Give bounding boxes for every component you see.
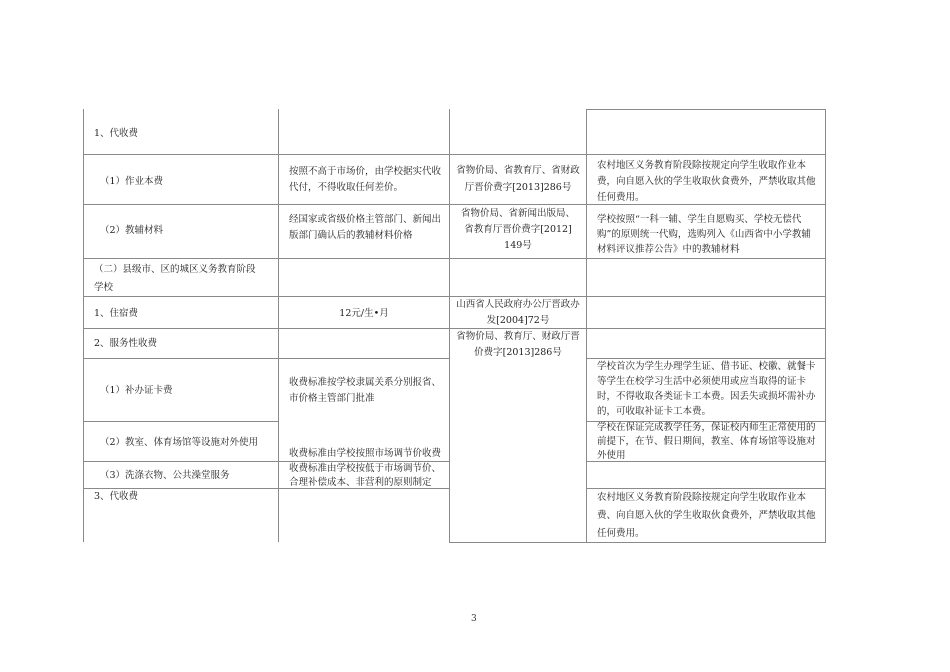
cell-bubanzheng-standard: 收费标准按学校隶属关系分别报省、 市价格主管部门批准 [289, 377, 442, 404]
cell-xidi-standard: 收费标准由学校按低于市场调节价、 合理补偿成本、非营利的原则制定 [289, 463, 442, 488]
grid-line [278, 258, 450, 259]
grid-line [83, 421, 279, 422]
page-number: 3 [471, 614, 477, 624]
cell-zhusu-label: 1、住宿费 [94, 308, 139, 319]
grid-line [83, 358, 279, 359]
grid-line [449, 542, 587, 543]
grid-line [278, 154, 450, 155]
cell-bubanzheng-label: （1）补办证卡费 [100, 385, 173, 396]
grid-line [825, 109, 826, 258]
cell-jiaoshi-standard: 收费标准由学校按照市场调节价收费 [289, 448, 442, 459]
cell-jiaofu-note: 学校按照“一科一辅、学生自愿购买、学校无偿代 购”的原则统一代购，选购列入《山西省中小学教辅 材料评议推荐公告》中的教辅材料 [597, 214, 811, 255]
grid-line [449, 258, 587, 259]
grid-line [278, 296, 450, 297]
grid-line [449, 154, 587, 155]
cell-jiaoshi-note: 学校在保证完成教学任务，保证校内师生正常使用的 前提下，在节、假日期间，教室、体育场馆等设施对 外使用 [597, 422, 816, 461]
grid-line [278, 358, 450, 359]
grid-line [278, 328, 450, 329]
grid-line [83, 154, 279, 155]
cell-bubanzheng-note: 学校首次为学生办理学生证、借书证、校徽、就餐卡 等学生在校学习生活中必须使用或应当取得的证卡 时，不得收取各类证卡工本费。因丢失或损坏需补办 的，可收取补证卡工本费。 [597, 361, 816, 417]
cell-zhusu-standard: 12元/生•月 [339, 308, 389, 319]
grid-line [83, 204, 279, 205]
cell-section2-label: （二）县级市、区的城区义务教育阶段 学校 [94, 264, 256, 293]
grid-line [83, 461, 279, 462]
cell-zuoyeben-basis: 省物价局、省教育厅、省财政 厅晋价费字[2013]286号 [456, 165, 580, 193]
cell-fuwu-basis: 省物价局、教育厅、财政厅晋 价费字[2013]286号 [456, 331, 580, 358]
cell-xidi-label: （3）洗涤衣物、公共澡堂服务 [100, 470, 230, 481]
grid-line [586, 258, 826, 259]
grid-line [586, 154, 826, 155]
cell-zuoyeben-note: 农村地区义务教育阶段除按规定向学生收取作业本 费，向自愿入伙的学生收取伙食费外，严禁收取其他 任何费用。 [597, 160, 816, 203]
cell-zuoyeben-label: （1）作业本费 [100, 176, 164, 187]
cell-zhusu-basis: 山西省人民政府办公厅晋政办 发[2004]72号 [456, 299, 580, 326]
grid-line [449, 204, 587, 205]
grid-line [586, 109, 587, 542]
grid-line [278, 109, 279, 542]
grid-line [83, 258, 279, 259]
grid-line [586, 328, 826, 329]
cell-jiaoshi-label: （2）教室、体育场馆等设施对外使用 [100, 437, 259, 448]
grid-line [278, 204, 450, 205]
cell-daishoufei-3: 3、代收费 [94, 491, 139, 502]
grid-line [83, 109, 84, 542]
cell-daishoufei-1: 1、代收费 [94, 128, 139, 139]
grid-line [83, 328, 279, 329]
cell-jiaofu-label: （2）教辅材料 [100, 225, 164, 236]
grid-line [586, 296, 826, 297]
cell-daishoufei3-note: 农村地区义务教育阶段除按规定向学生收取作业本 费、向自愿入伙的学生收取伙食费外，严禁收取其他 任何费用。 [597, 492, 816, 539]
cell-jiaofu-standard: 经国家或省级价格主管部门、新闻出 版部门确认后的教辅材料价格 [289, 214, 442, 241]
cell-fuwu-label: 2、服务性收费 [94, 338, 158, 349]
cell-zuoyeben-standard: 按照不高于市场价，由学校据实代收 代付，不得收取任何差价。 [289, 166, 442, 193]
cell-jiaofu-basis: 省物价局、省新闻出版局、 省教育厅晋价费字[2012] 149号 [460, 208, 575, 251]
grid-line [825, 258, 826, 542]
grid-line [586, 109, 826, 110]
